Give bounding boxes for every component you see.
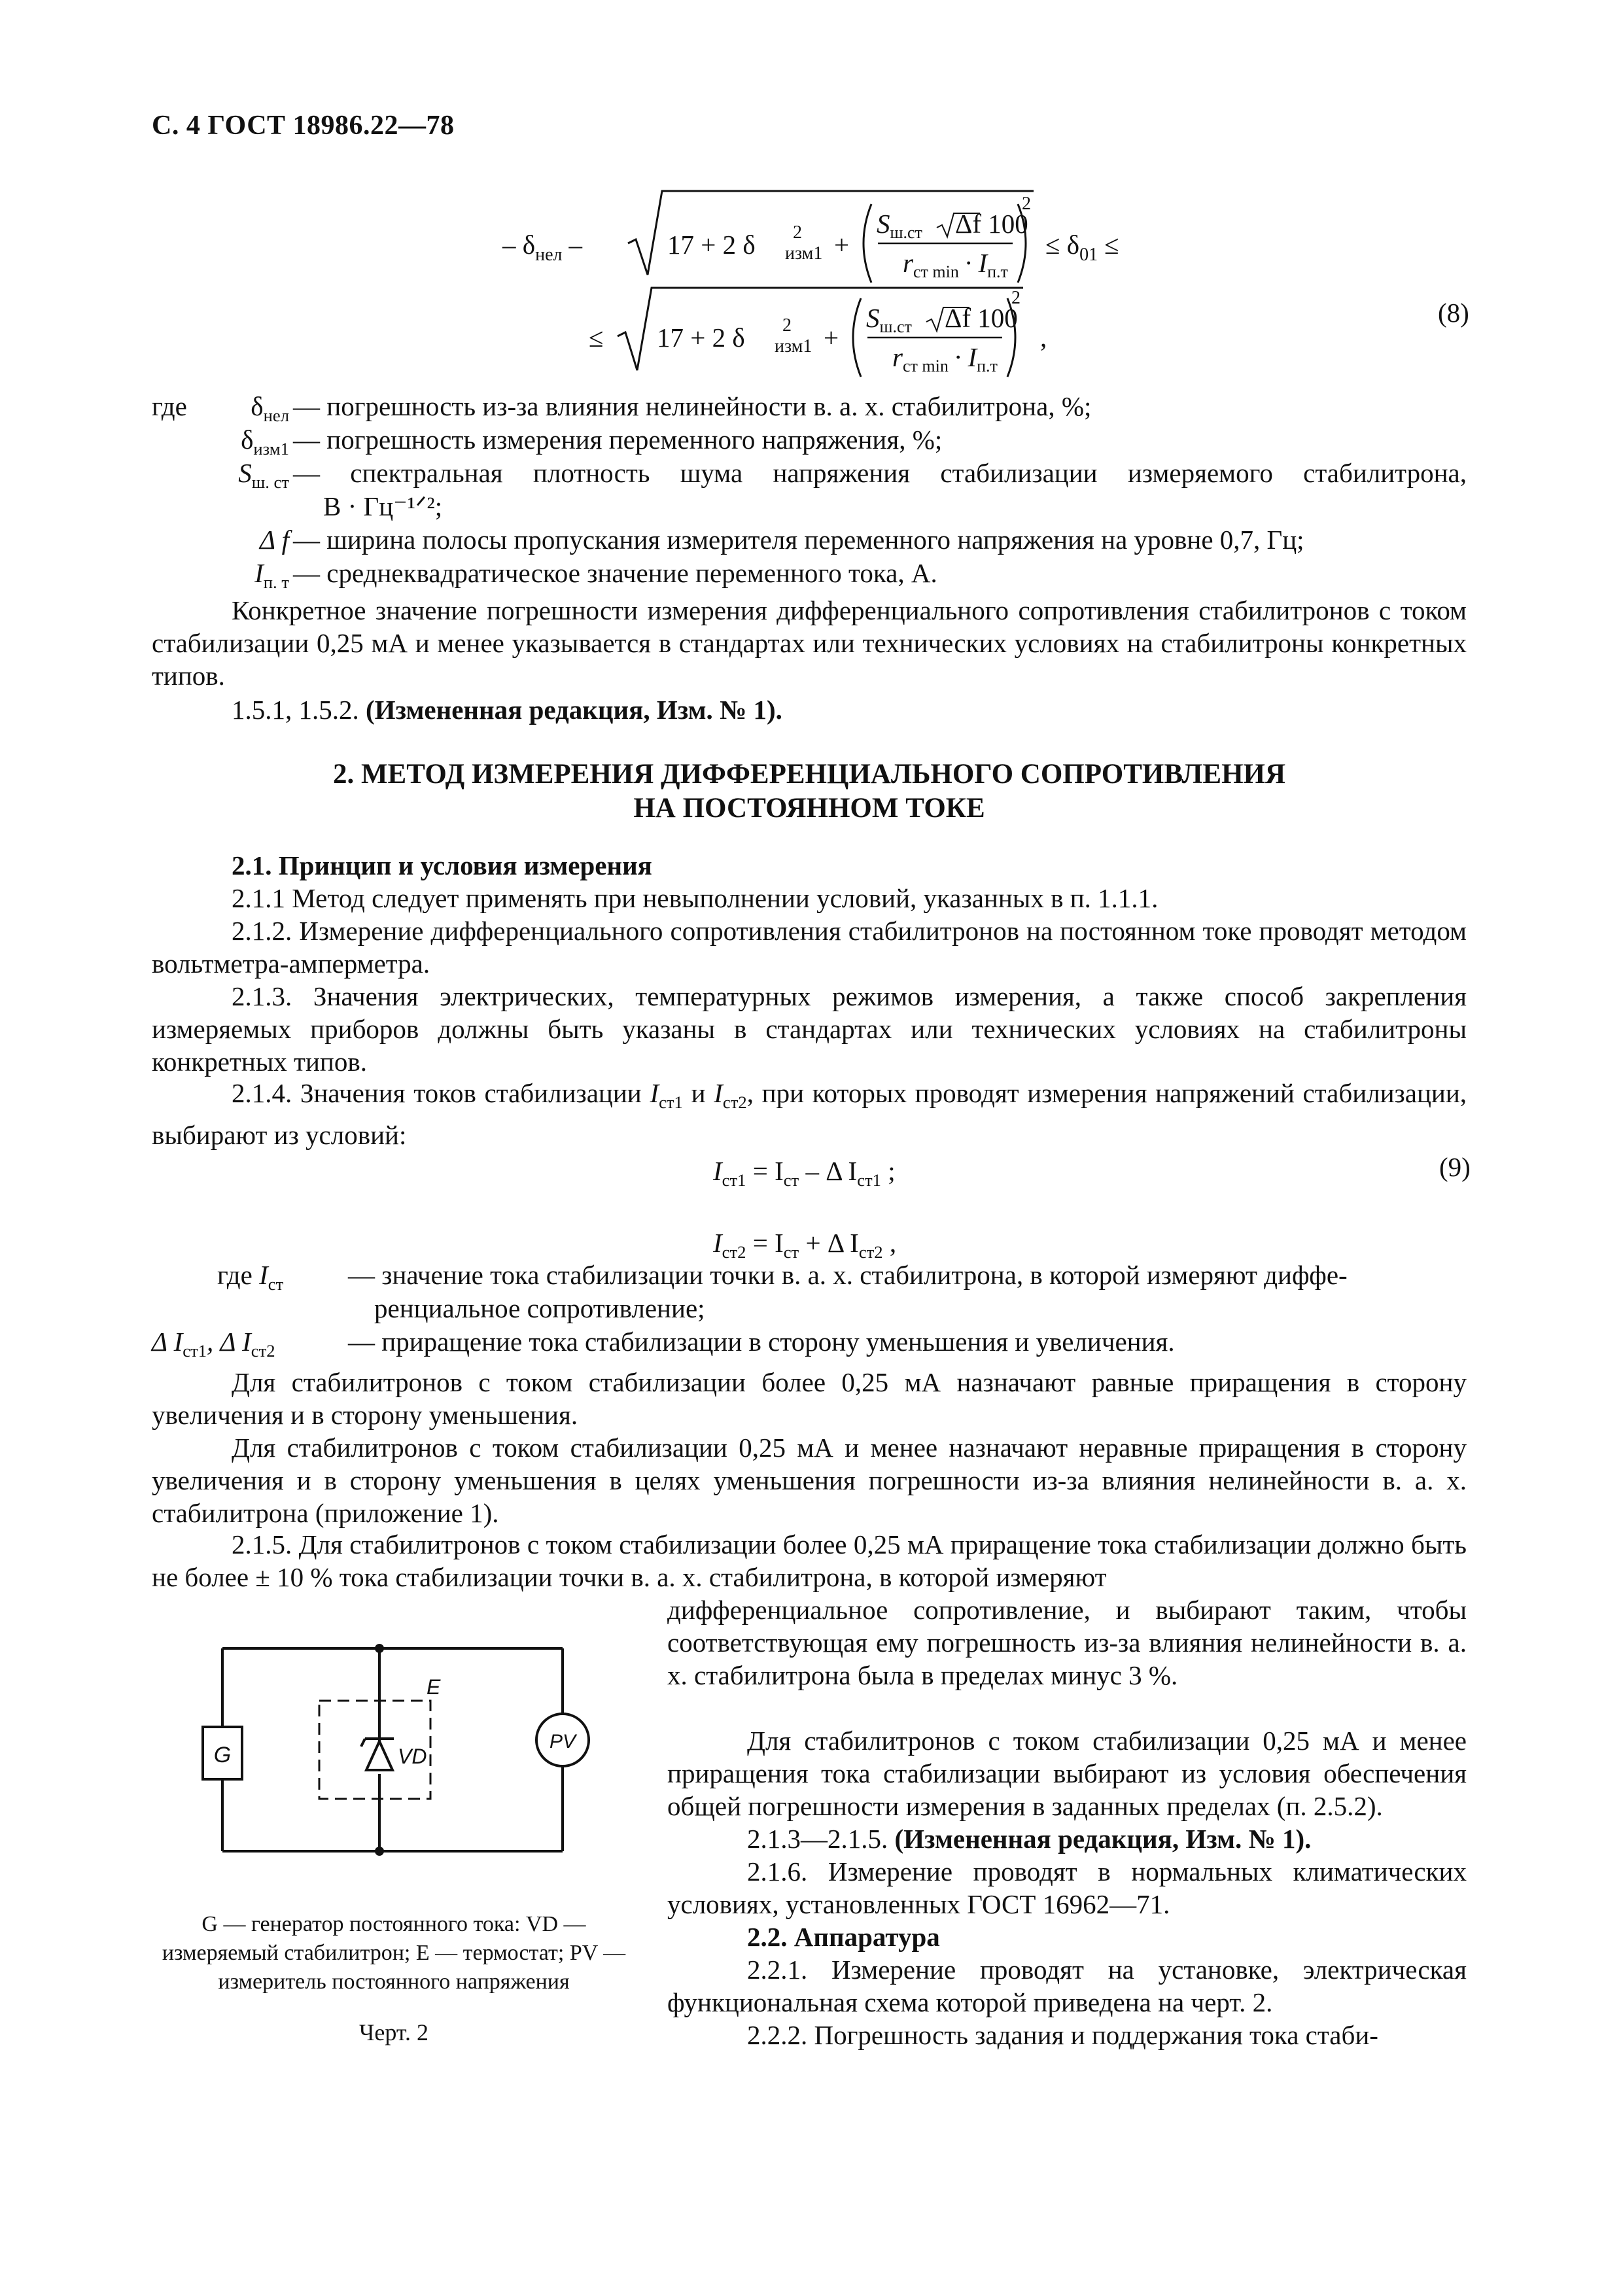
clause-2-1-5: 2.1.5. Для стабилитронов с током стабилизации более 0,25 мА приращение тока стабилизации должно быть не более ± 10 % тока стабилизации точки в. а. х. стабилитрона, в которой измеряют bbox=[152, 1529, 1467, 1592]
thermostat-label: E bbox=[427, 1675, 441, 1699]
def-row bbox=[152, 490, 1467, 523]
f8-sub: изм1 bbox=[785, 243, 823, 264]
clause-2-1-4-and: и bbox=[691, 1078, 706, 1108]
section-2-title-line2: НА ПОСТОЯННОМ ТОКЕ bbox=[633, 793, 985, 824]
f8-plus-2: + bbox=[824, 322, 839, 353]
def-row bbox=[152, 523, 1467, 557]
formula-8 bbox=[0, 0, 1623, 406]
def-row bbox=[152, 457, 1467, 493]
paragraph-less-0-25: Для стабилитронов с током стабилизации 0,25 мА и менее назначают неравные приращения в сторону увеличения и в сторону уменьшения в целях уменьшения погрешности из-за влияния нелинейности в. а. х. стабилитрона (приложение 1). bbox=[152, 1433, 1467, 1528]
subsection-2-1-title-text: 2.1. Принцип и условия измерения bbox=[232, 850, 652, 880]
clause-2-2-1: 2.2.1. Измерение проводят на установке, электрическая функциональная схема которой приведена на черт. 2. bbox=[667, 1955, 1467, 2017]
f8-plus: + bbox=[834, 230, 850, 260]
f8-sqrt-body-1: 17 + 2 δ bbox=[667, 230, 756, 260]
f8-sqrt-body-2: 17 + 2 δ bbox=[657, 322, 745, 353]
f8-num-rest: Δf 100 bbox=[955, 209, 1028, 239]
def-symbol: $I_{п. т}$ bbox=[254, 558, 289, 593]
def-text: — ширина полосы пропускания измерителя переменного напряжения на уровне 0,7, Гц; bbox=[293, 525, 1304, 555]
clause-2-2-2: 2.2.2. Погрешность задания и поддержания тока стаби- bbox=[747, 2020, 1378, 2050]
def-text: В · Гц⁻¹ᐟ²; bbox=[323, 491, 443, 521]
edit-note-2-prefix: 2.1.3—2.1.5. bbox=[747, 1824, 888, 1854]
def-row bbox=[152, 1325, 1467, 1359]
def-row bbox=[152, 423, 1467, 457]
def-text: — погрешность измерения переменного напряжения, %; bbox=[293, 425, 943, 455]
formula-9-line2: $I_{ст2} = I_{ст} + \Delta$ $I_{ст2}$ , bbox=[713, 1228, 897, 1262]
formula-9 bbox=[713, 1151, 896, 1272]
f8-line2-prefix: ≤ bbox=[589, 322, 604, 353]
subsection-2-2-title bbox=[667, 1921, 1467, 1953]
paragraph-concrete-value: Конкретное значение погрешности измерения дифференциального сопротивления стабилитронов с током стабилизации 0,25 мА и менее указывается в стандартах или технических условиях на стабилитроны конкретных типов. bbox=[152, 595, 1467, 691]
clause-2-1-5-small-current: Для стабилитронов с током стабилизации 0,25 мА и менее приращения тока стабилизации выбирают из условия обеспечения общей погрешности измерения в заданных пределах (п. 2.5.2). bbox=[667, 1726, 1467, 1821]
f8-line2-end: , bbox=[1040, 322, 1047, 353]
f8-suffix: ≤ $\delta_{01}$ ≤ bbox=[1045, 230, 1119, 265]
edit-note-prefix: 1.5.1, 1.5.2. bbox=[232, 695, 359, 725]
clause-2-1-5-continued: дифференциальное сопротивление, и выбирают таким, чтобы соответствующая ему погрешность из-за влияния нелинейности в. а. х. стабилитрона была в пределах минус 3 %. bbox=[667, 1595, 1467, 1690]
def-symbol: Δ $I_{ст1}$, Δ $I_{ст2}$ bbox=[152, 1327, 275, 1361]
page-header: С. 4 ГОСТ 18986.22—78 bbox=[152, 111, 455, 141]
def-text: — значение тока стабилизации точки в. а. х. стабилитрона, в которой измеряют диффе- bbox=[348, 1260, 1348, 1290]
def-row bbox=[152, 390, 1467, 426]
f8-num-rest-2: Δf 100 bbox=[945, 303, 1018, 333]
formula-8-definitions bbox=[152, 390, 1467, 593]
zener-diode-symbol bbox=[361, 1733, 394, 1770]
def-symbol: $\delta_{нел}$ bbox=[251, 391, 289, 426]
f8-sup-2: 2 bbox=[782, 315, 792, 336]
f8-den: rст min · Iп.т bbox=[903, 248, 1008, 281]
formula-9-line1: $I_{ст1} = I_{ст} - \Delta$ $I_{ст1}$ ; bbox=[713, 1156, 896, 1191]
f8-den-2: rст min · Iп.т bbox=[892, 342, 998, 375]
section-2-title-line1: 2. МЕТОД ИЗМЕРЕНИЯ ДИФФЕРЕНЦИАЛЬНОГО СОПРОТИВЛЕНИЯ bbox=[332, 759, 1286, 790]
clause-2-1-6: 2.1.6. Измерение проводят в нормальных климатических условиях, установленных ГОСТ 16962—71. bbox=[667, 1856, 1467, 1919]
def-lead-symbol: где $I_{ст}$ bbox=[217, 1260, 284, 1295]
section-2-title bbox=[152, 757, 1467, 826]
f8-num-2: Sш.ст bbox=[866, 303, 912, 336]
def-symbol: Δ f bbox=[260, 525, 289, 555]
voltmeter-label: PV bbox=[549, 1731, 576, 1752]
edit-note-1 bbox=[152, 693, 1467, 726]
circuit-diagram bbox=[190, 1635, 608, 1884]
def-row bbox=[152, 557, 1467, 593]
f8-num: Sш.ст bbox=[877, 209, 922, 242]
clause-2-1-2: 2.1.2. Измерение дифференциального сопротивления стабилитронов на постоянном токе проводят методом вольтметра-амперметра. bbox=[152, 916, 1467, 979]
equation-number-8: (8) bbox=[1438, 298, 1469, 328]
diode-label: VD bbox=[398, 1745, 427, 1768]
def-symbol: $\delta_{изм1}$ bbox=[241, 425, 289, 459]
def-row bbox=[152, 1292, 1467, 1325]
f8-sup: 2 bbox=[793, 222, 802, 243]
def-text: — приращение тока стабилизации в сторону уменьшения и увеличения. bbox=[348, 1327, 1175, 1357]
formula-9-definitions bbox=[152, 1259, 1467, 1359]
clause-2-1-4: 2.1.4. Значения токов стабилизации $I_{ст1}$ и $I_{ст2}$, при которых проводят измерения напряжений стабилизации, выбирают из условий: bbox=[152, 1078, 1467, 1151]
def-text: — погрешность из-за влияния нелинейности в. а. х. стабилитрона, %; bbox=[293, 391, 1092, 421]
generator-label: G bbox=[213, 1743, 232, 1767]
subsection-2-1-title bbox=[152, 849, 1467, 882]
f8-power-1: 2 bbox=[1022, 194, 1031, 214]
edit-note-2 bbox=[667, 1822, 1467, 1855]
paragraph-more-0-25: Для стабилитронов с током стабилизации более 0,25 мА назначают равные приращения в сторону увеличения и в сторону уменьшения. bbox=[152, 1367, 1467, 1430]
def-text: — среднеквадратическое значение переменного тока, А. bbox=[293, 558, 937, 588]
clause-2-1-1: 2.1.1 Метод следует применять при невыполнении условий, указанных в п. 1.1.1. bbox=[232, 883, 1159, 913]
def-row bbox=[152, 1259, 1467, 1295]
def-symbol: $S_{ш. ст}$ bbox=[238, 458, 289, 493]
edit-note-2-bold: (Измененная редакция, Изм. № 1). bbox=[894, 1824, 1312, 1854]
clause-2-1-4-text-a: 2.1.4. Значения токов стабилизации bbox=[232, 1078, 642, 1108]
subsection-2-2-title-text: 2.2. Аппаратура bbox=[747, 1922, 940, 1952]
clause-2-1-3: 2.1.3. Значения электрических, температурных режимов измерения, а также способ закрепления измеряемых приборов должны быть указаны в стандартах или технических условиях на стабилитроны конкретных типов. bbox=[152, 981, 1467, 1077]
f8-power-2: 2 bbox=[1011, 288, 1021, 308]
clause-2-1-4-text-b: , при которых проводят измерения напряжений стабилизации, выбирают из условий: bbox=[152, 1078, 1467, 1151]
f8-paren-left-1 bbox=[864, 204, 871, 283]
figure-caption: G — генератор постоянного тока: VD — измеряемый стабилитрон; E — термостат; PV — измеритель постоянного напряжения bbox=[162, 1912, 626, 1994]
def-text: ренциальное сопротивление; bbox=[374, 1293, 705, 1323]
def-text: — спектральная плотность шума напряжения стабилизации измеряемого стабилитрона, bbox=[293, 458, 1467, 488]
def-lead: где bbox=[152, 391, 187, 421]
f8-prefix: – $\delta_{нел}$ – bbox=[502, 230, 582, 265]
f8-sub-2: изм1 bbox=[775, 336, 812, 357]
edit-note-bold: (Измененная редакция, Изм. № 1). bbox=[366, 695, 782, 725]
figure-title: Черт. 2 bbox=[359, 2019, 428, 2045]
equation-number-9: (9) bbox=[1439, 1152, 1471, 1182]
